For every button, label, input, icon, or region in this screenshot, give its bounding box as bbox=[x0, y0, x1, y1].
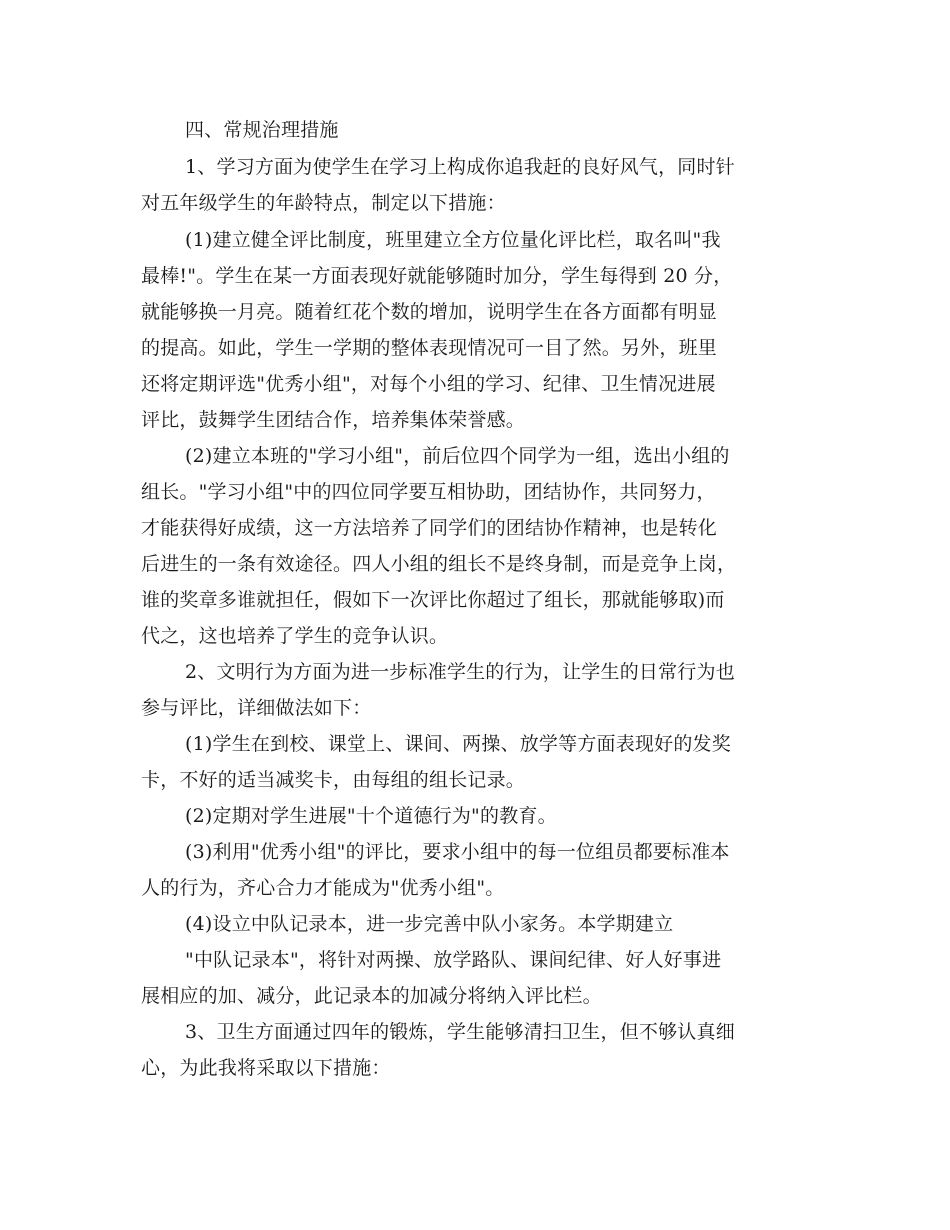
paragraph-line: 最棒!"。学生在某一方面表现好就能够随时加分，学生每得到 20 分， bbox=[141, 265, 733, 287]
paragraph-line: (3)利用"优秀小组"的评比，要求小组中的每一位组员都要标准本 bbox=[185, 841, 730, 863]
paragraph-line: 的提高。如此，学生一学期的整体表现情况可一目了然。另外，班里 bbox=[141, 337, 718, 359]
paragraph-line: 评比，鼓舞学生团结合作，培养集体荣誉感。 bbox=[141, 409, 526, 431]
paragraph-line: 卡，不好的适当减奖卡，由每组的组长记录。 bbox=[141, 769, 526, 791]
paragraph-line: 1、学习方面为使学生在学习上构成你追我赶的良好风气，同时针 bbox=[185, 156, 735, 178]
paragraph-line: 展相应的加、减分，此记录本的加减分将纳入评比栏。 bbox=[141, 985, 602, 1007]
paragraph-line: 就能够换一月亮。随着红花个数的增加，说明学生在各方面都有明显 bbox=[141, 301, 718, 323]
paragraph-line: 3、卫生方面通过四年的锻炼，学生能够清扫卫生，但不够认真细 bbox=[185, 1021, 735, 1043]
paragraph-line: 对五年级学生的年龄特点，制定以下措施： bbox=[141, 192, 506, 214]
paragraph-line: 组长。"学习小组"中的四位同学要互相协助，团结协作，共同努力， bbox=[141, 481, 716, 503]
paragraph-line: (2)建立本班的"学习小组"，前后位四个同学为一组，选出小组的 bbox=[185, 445, 730, 467]
paragraph-line: (1)建立健全评比制度，班里建立全方位量化评比栏，取名叫"我 bbox=[185, 229, 721, 251]
paragraph-line: 代之，这也培养了学生的竞争认识。 bbox=[141, 625, 449, 647]
paragraph-line: 人的行为，齐心合力才能成为"优秀小组"。 bbox=[141, 877, 505, 899]
paragraph-line: 2、文明行为方面为进一步标准学生的行为，让学生的日常行为也 bbox=[185, 661, 735, 683]
paragraph-line: 才能获得好成绩，这一方法培养了同学们的团结协作精神，也是转化 bbox=[141, 517, 718, 539]
paragraph-line: "中队记录本"，将针对两操、放学路队、课间纪律、好人好事进 bbox=[185, 949, 722, 971]
paragraph-line: 参与评比，详细做法如下： bbox=[141, 697, 372, 719]
paragraph-line: 后进生的一条有效途径。四人小组的组长不是终身制，而是竞争上岗， bbox=[141, 553, 737, 575]
paragraph-line: 谁的奖章多谁就担任，假如下一次评比你超过了组长，那就能够取)而 bbox=[141, 589, 725, 611]
paragraph-line: 心，为此我将采取以下措施： bbox=[141, 1057, 391, 1079]
paragraph-line: 还将定期评选"优秀小组"，对每个小组的学习、纪律、卫生情况进展 bbox=[141, 373, 716, 395]
paragraph-line: (4)设立中队记录本，进一步完善中队小家务。本学期建立 bbox=[185, 913, 674, 935]
section-heading: 四、常规治理措施 bbox=[185, 119, 339, 141]
paragraph-line: (1)学生在到校、课堂上、课间、两操、放学等方面表现好的发奖 bbox=[185, 733, 731, 755]
paragraph-line: (2)定期对学生进展"十个道德行为"的教育。 bbox=[185, 805, 557, 827]
